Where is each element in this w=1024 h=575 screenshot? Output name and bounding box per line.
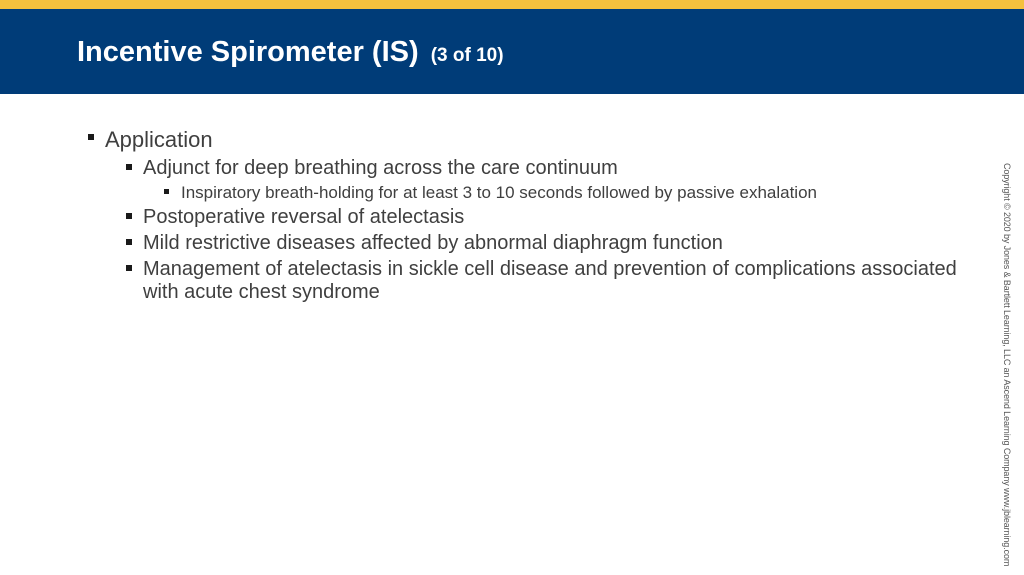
accent-stripe bbox=[0, 0, 1024, 9]
list-item-postoperative bbox=[124, 206, 966, 229]
list-item-adjunct bbox=[124, 157, 966, 180]
square-bullet-icon bbox=[164, 189, 169, 194]
square-bullet-icon bbox=[126, 239, 132, 245]
slide-subtitle: (3 of 10) bbox=[430, 45, 504, 66]
list-item-breath-holding bbox=[162, 183, 966, 203]
square-bullet-icon bbox=[126, 213, 132, 219]
list-item-text: Mild restrictive diseases affected by abnormal diaphragm function bbox=[143, 232, 723, 254]
square-bullet-icon bbox=[126, 164, 132, 170]
square-bullet-icon bbox=[88, 134, 94, 140]
list-item-text: Postoperative reversal of atelectasis bbox=[143, 206, 465, 228]
list-item-text: Application bbox=[105, 127, 213, 152]
square-bullet-icon bbox=[126, 265, 132, 271]
slide-title-text: Incentive Spirometer (IS) bbox=[77, 36, 419, 68]
list-item-text: Adjunct for deep breathing across the care continuum bbox=[143, 157, 618, 179]
slide-title bbox=[77, 34, 504, 74]
bullet-list bbox=[86, 126, 966, 304]
list-item-text: Inspiratory breath-holding for at least 3 to 10 seconds followed by passive exhalation bbox=[181, 183, 817, 202]
list-item-application bbox=[86, 126, 966, 154]
copyright-notice: Copyright © 2020 by Jones & Bartlett Learning, LLC an Ascend Learning Company www.jblearning.com bbox=[1002, 163, 1012, 567]
list-item-sickle-cell bbox=[124, 258, 966, 304]
list-item-restrictive bbox=[124, 232, 966, 255]
list-item-text: Management of atelectasis in sickle cell disease and prevention of complications associated with acute chest syndrome bbox=[143, 258, 957, 303]
